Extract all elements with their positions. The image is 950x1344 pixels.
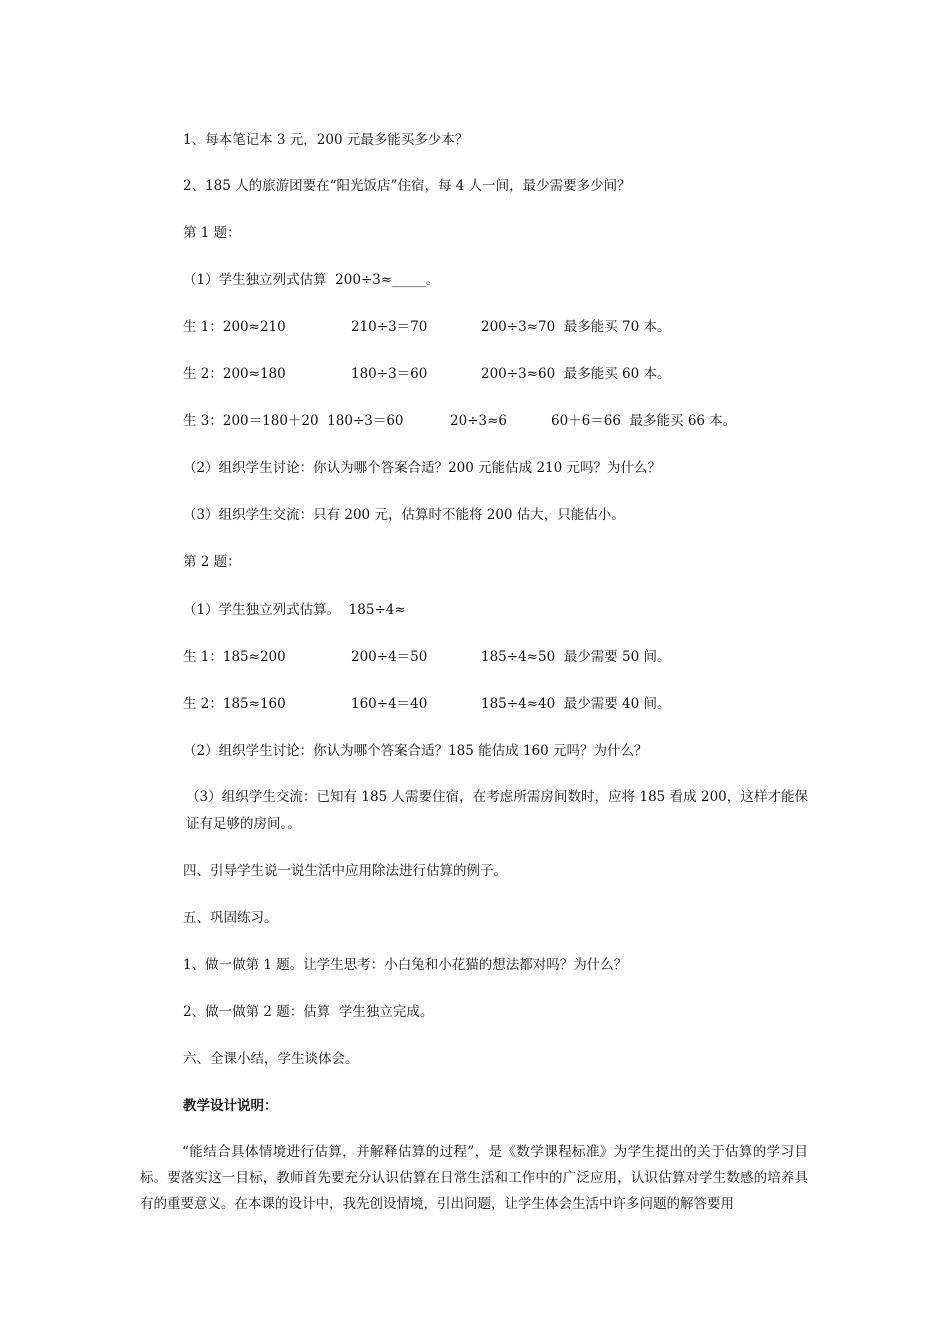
problem-2-step-3: （3）组织学生交流：已知有 185 人需要住宿，在考虑所需房间数时，应将 185 看成 200，这样才能保证有足够的房间。。	[186, 789, 808, 832]
section-6-heading: 六、全课小结，学生谈体会。	[183, 1051, 359, 1067]
row-col-1: 生 2：200≈180	[183, 366, 286, 382]
section-4-heading: 四、引导学生说一说生活中应用除法进行估算的例子。	[183, 863, 507, 879]
row-col-3: 200÷3≈60 最多能买 60 本。	[481, 366, 671, 382]
problem-2-step-2: （2）组织学生讨论：你认为哪个答案合适？185 能估成 160 元吗？为什么？	[183, 743, 648, 759]
row-col-1: 生 2：185≈160	[183, 696, 286, 712]
row-col-3: 185÷4≈40 最少需要 40 间。	[481, 696, 671, 712]
row-col-2: 160÷4＝40	[351, 696, 428, 712]
problem-2-step-1: （1）学生独立列式估算。 185÷4≈	[183, 602, 406, 618]
row-col-1: 生 3：200＝180＋20 180÷3＝60	[183, 413, 404, 429]
intro-question-2: 2、185 人的旅游团要在“阳光饭店”住宿，每 4 人一间，最少需要多少间？	[183, 178, 631, 194]
row-col-3: 185÷4≈50 最少需要 50 间。	[481, 649, 671, 665]
row-col-2: 20÷3≈6	[450, 413, 507, 429]
section-5-heading: 五、巩固练习。	[183, 910, 278, 926]
design-notes-body: “能结合具体情境进行估算，并解释估算的过程”，是《数学课程标准》为学生提出的关于估算的学习目标。要落实这一目标，教师首先要充分认识估算在日常生活和工作中的广泛应用，认识估算对学生数感的培养具有的重要意义。在本课的设计中，我先创设情境，引出问题，让学生体会生活中许多问题的解答要用	[140, 1144, 808, 1212]
problem-1-step-2: （2）组织学生讨论：你认为哪个答案合适？200 元能估成 210 元吗？为什么？	[183, 460, 661, 476]
problem-1-step-1: （1）学生独立列式估算 200÷3≈_____。	[183, 272, 440, 288]
problem-1-student-1-row	[183, 318, 671, 336]
design-notes-title: 教学设计说明：	[183, 1098, 278, 1114]
row-col-3: 60＋6＝66 最多能买 66 本。	[551, 413, 737, 429]
section-5-item-1: 1、做一做第 1 题。让学生思考：小白兔和小花猫的想法都对吗？为什么？	[183, 957, 628, 973]
section-5-item-2: 2、做一做第 2 题：估算 学生独立完成。	[183, 1004, 434, 1020]
row-col-1: 生 1：185≈200	[183, 649, 286, 665]
row-col-3: 200÷3≈70 最多能买 70 本。	[481, 319, 671, 335]
problem-1-student-2-row	[183, 365, 671, 383]
problem-2-student-2-row	[183, 695, 671, 713]
problem-2-title: 第 2 题：	[183, 554, 241, 570]
row-col-1: 生 1：200≈210	[183, 319, 286, 335]
problem-1-student-3-row	[183, 412, 736, 430]
problem-2-student-1-row	[183, 648, 671, 666]
row-col-2: 210÷3＝70	[351, 319, 428, 335]
row-col-2: 180÷3＝60	[351, 366, 428, 382]
row-col-2: 200÷4＝50	[351, 649, 428, 665]
problem-1-title: 第 1 题：	[183, 225, 241, 241]
intro-question-1: 1、每本笔记本 3 元，200 元最多能买多少本？	[183, 132, 469, 148]
problem-1-step-3: （3）组织学生交流：只有 200 元，估算时不能将 200 估大，只能估小。	[183, 507, 625, 523]
